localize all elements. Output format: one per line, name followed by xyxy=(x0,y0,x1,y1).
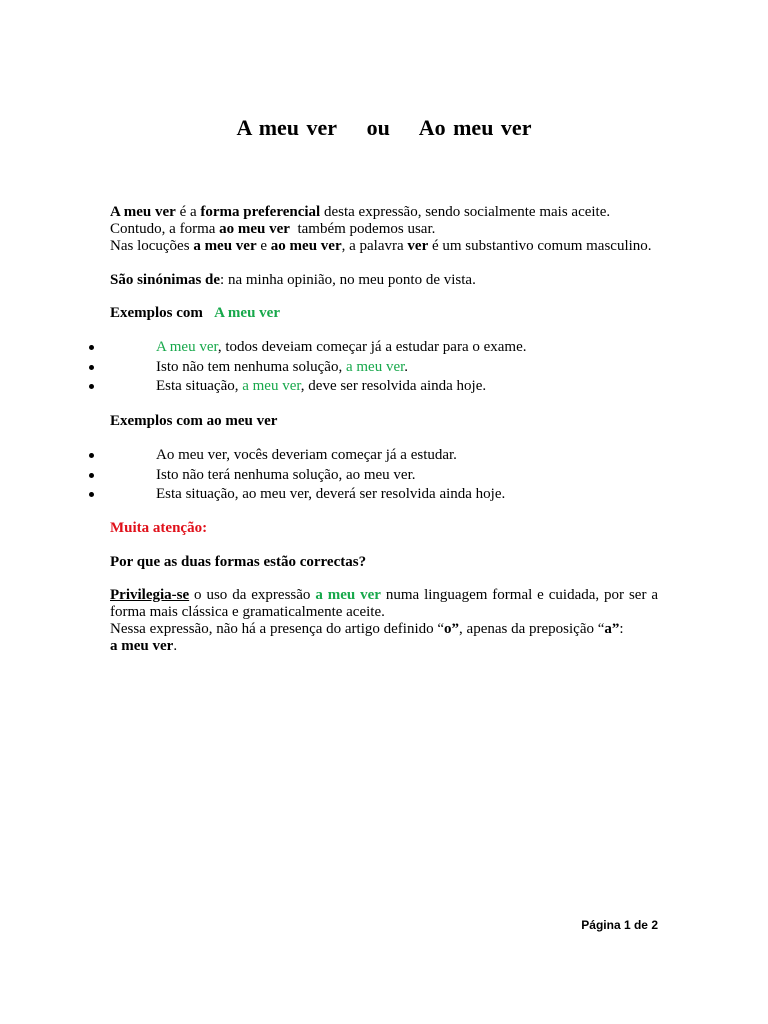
item-term: A meu ver xyxy=(156,339,218,355)
page-number xyxy=(581,918,658,932)
attention-paragraph-2 xyxy=(110,621,658,638)
intro-paragraph-3 xyxy=(110,238,658,255)
intro-text: é um substantivo comum masculino. xyxy=(428,238,652,254)
bullet-icon xyxy=(89,345,94,350)
intro-term: ver xyxy=(407,238,429,254)
list-item xyxy=(0,338,700,358)
attention-paragraph-1 xyxy=(110,587,658,621)
intro-text: , a palavra xyxy=(341,238,408,254)
intro-text: Contudo, a forma xyxy=(110,221,220,237)
heading-term: A meu ver xyxy=(214,305,280,321)
title-left: A meu ver xyxy=(236,115,337,140)
page-title xyxy=(0,115,768,141)
item-text: . xyxy=(404,358,409,375)
article-o: o” xyxy=(444,621,460,637)
bullet-icon xyxy=(89,492,94,497)
attention-label: Muita atenção: xyxy=(110,520,208,536)
synonyms-label: São sinónimas de xyxy=(110,272,221,288)
total-pages: 2 xyxy=(651,918,658,932)
intro-paragraph-2 xyxy=(110,221,658,238)
page-prefix: Página xyxy=(581,918,624,932)
attention-text: . xyxy=(173,638,178,654)
examples-ao-heading: Exemplos com ao meu ver xyxy=(110,413,278,429)
attention-text: numa linguagem formal e cuidada, por ser a forma mais clássica e gramaticalmente aceite. xyxy=(110,587,658,620)
page-mid: de xyxy=(630,918,652,932)
attention-text: Nessa expressão, não há a presença do artigo definido “ xyxy=(110,621,445,637)
attention-question: Por que as duas formas estão correctas? xyxy=(110,554,367,570)
item-text: Ao meu ver, vocês deveriam começar já a estudar. xyxy=(156,447,457,463)
intro-term: a meu ver xyxy=(193,238,257,254)
heading-text: Exemplos com xyxy=(110,305,203,321)
intro-text: é a xyxy=(175,204,201,220)
list-item xyxy=(0,466,700,486)
list-item xyxy=(0,446,700,466)
intro-text: também podemos usar. xyxy=(289,221,436,237)
bullet-icon xyxy=(89,384,94,389)
item-text: Esta situação, ao meu ver, deverá ser resolvida ainda hoje. xyxy=(156,486,506,502)
synonyms-text: : na minha opinião, no meu ponto de vista. xyxy=(220,272,476,288)
intro-paragraph-1 xyxy=(110,204,658,221)
bullet-icon xyxy=(89,453,94,458)
intro-term: A meu ver xyxy=(110,204,176,220)
intro-paragraph-4 xyxy=(110,272,658,289)
attention-text: o uso da expressão xyxy=(189,587,316,603)
preposition-a: a” xyxy=(604,621,620,637)
list-item xyxy=(0,377,700,397)
intro-term: ao meu ver xyxy=(270,238,342,254)
title-middle: ou xyxy=(366,115,390,140)
intro-text: e xyxy=(256,238,271,254)
item-text: , todos deveiam começar já a estudar para o exame. xyxy=(217,339,527,355)
examples-a-heading xyxy=(110,305,658,322)
item-text: Esta situação, xyxy=(156,378,243,394)
attention-text: : xyxy=(619,621,624,637)
bullet-icon xyxy=(89,365,94,370)
intro-text: desta expressão, sendo socialmente mais aceite. xyxy=(320,204,611,220)
intro-term: ao meu ver xyxy=(219,221,290,237)
item-text: Isto não tem nenhuma solução, xyxy=(156,358,346,375)
attention-term: a meu ver xyxy=(315,587,381,603)
list-item xyxy=(0,358,700,378)
item-term: a meu ver xyxy=(242,378,301,394)
bullet-icon xyxy=(89,473,94,478)
list-item xyxy=(0,485,700,505)
attention-term: a meu ver xyxy=(110,638,174,654)
examples-a-list xyxy=(0,338,700,397)
attention-lead: Privilegia-se xyxy=(110,587,190,603)
item-text: Isto não terá nenhuma solução, ao meu ver. xyxy=(156,466,416,483)
attention-text: , apenas da preposição “ xyxy=(459,621,605,637)
examples-ao-list xyxy=(0,446,700,505)
item-text: , deve ser resolvida ainda hoje. xyxy=(300,378,487,394)
intro-text: Nas locuções xyxy=(110,238,194,254)
title-right: Ao meu ver xyxy=(418,115,532,140)
attention-paragraph-3 xyxy=(110,638,658,655)
intro-preferred: forma preferencial xyxy=(200,204,321,220)
item-term: a meu ver xyxy=(345,358,405,375)
current-page: 1 xyxy=(623,918,631,932)
